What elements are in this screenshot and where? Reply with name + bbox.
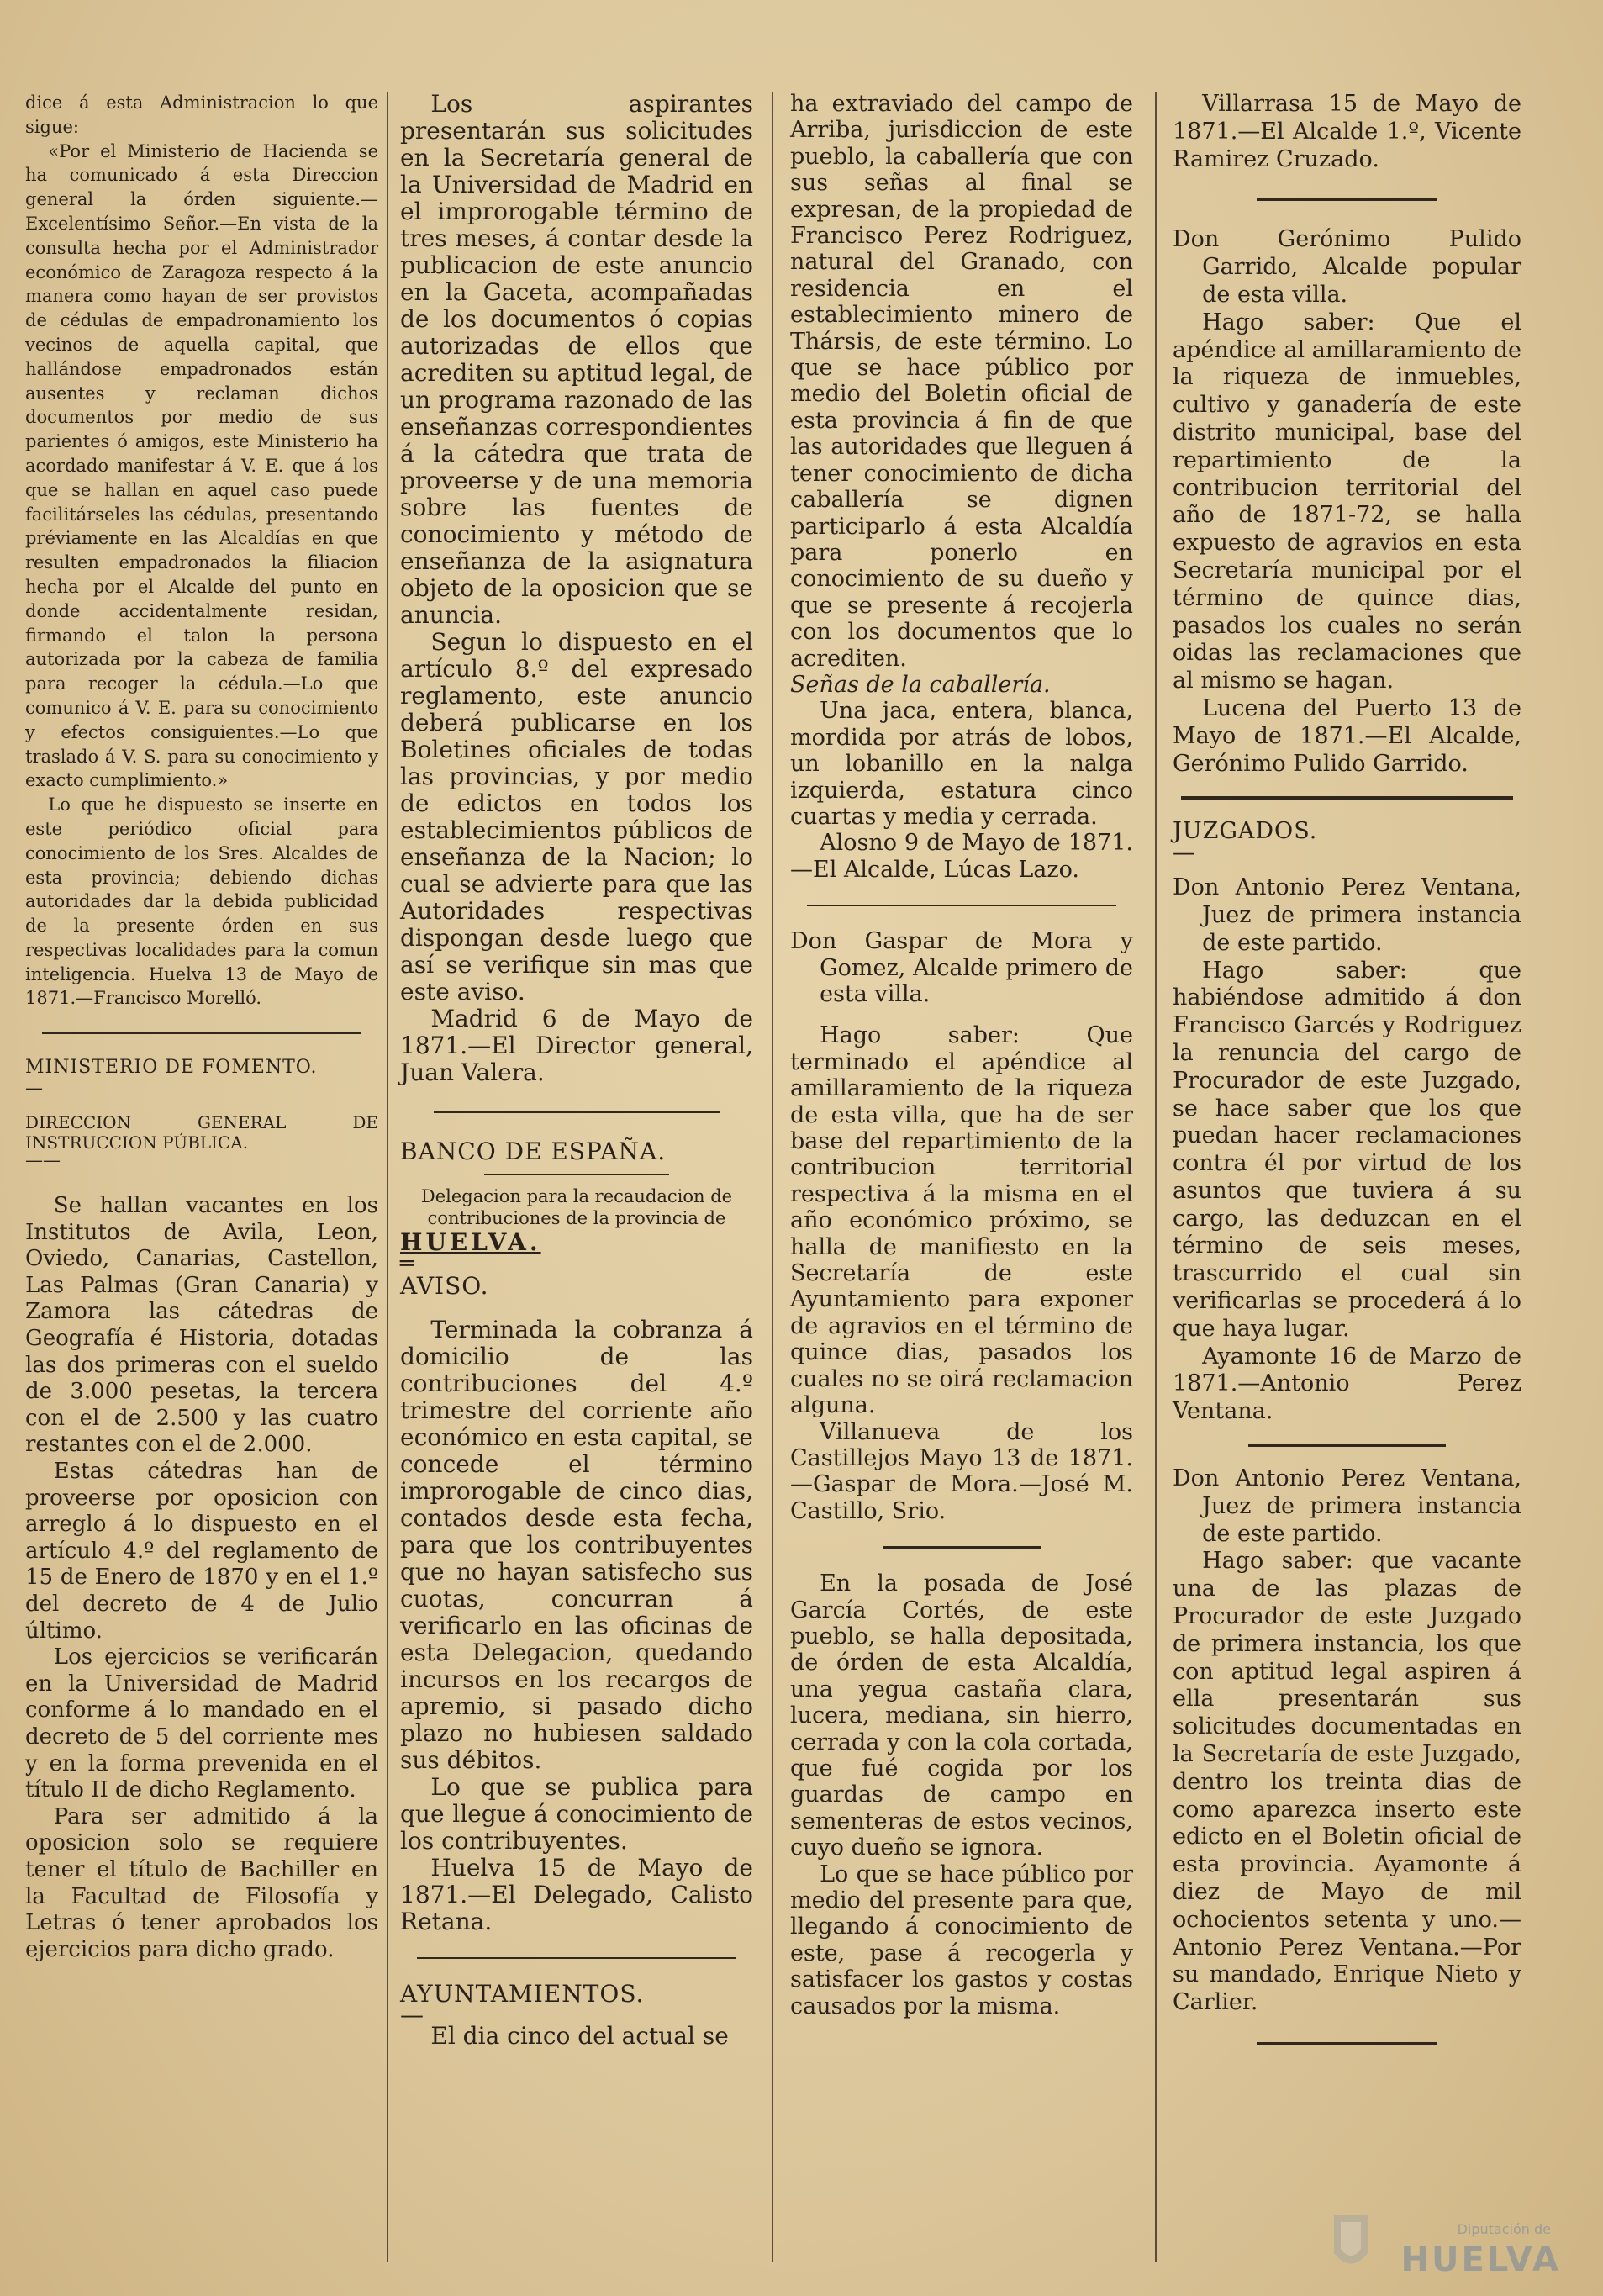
paragraph: En la posada de José García Cortés, de este pueblo, se halla depositada, de órden de esta Alcaldía, una yegua castaña clara, lucera, mediana, sin hierro, cerrada y con la cola cortada, que fué cogida por los guardas de campo en sementeras de estos vecinos, cuyo dueño se ignora. (790, 1570, 1133, 1861)
paragraph: Lo que se publica para que llegue á conocimiento de los contribuyentes. (400, 1773, 753, 1855)
place-heading: HUELVA. (400, 1228, 541, 1256)
paragraph: Terminada la cobranza á domicilio de las contribuciones del 4.º trimestre del corriente año económico en esta capital, se concede el término improrogable de cinco dias, contados desde esta fecha, para que los contribuyentes que no hayan satisfecho sus cuotas, concurran á verificarlo en las oficinas de esta Delegacion, quedando incursos en los recargos de apremio, si pasado dicho plazo no hubiesen saldado sus débitos. (400, 1316, 753, 1774)
paragraph: Lucena del Puerto 13 de Mayo de 1871.—El Alcalde, Gerónimo Pulido Garrido. (1173, 694, 1521, 777)
paragraph: Hago saber: que vacante una de las plazas de Procurador de este Juzgado de primera instancia, los que con aptitud legal aspiren á ella presentarán sus solicitudes documentadas en la Secretaría de este Juzgado, dentro los treinta dias de como aparezca inserto este edicto en el Boletin oficial de esta provincia. Ayamonte á diez de Mayo de mil ochocientos setenta y uno.—Antonio Perez Ventana.—Por su mandado, Enrique Nieto y Carlier. (1173, 1548, 1521, 2016)
column-4 (1173, 91, 1521, 2271)
paragraph: Huelva 15 de Mayo de 1871.—El Delegado, Calisto Retana. (400, 1854, 753, 1935)
divider (1248, 1444, 1446, 1447)
divider (42, 1032, 361, 1034)
divider (1257, 198, 1437, 201)
paragraph: Hago saber: Que el apéndice al amillaramiento de la riqueza de inmuebles, cultivo y ganadería de este distrito municipal, base del repartimiento de la contribucion territorial del año de 1871-72, se halla expuesto de agravios en esta Secretaría municipal por el término de quince dias, pasados los cuales no serán oidas las reclamaciones que al mismo se hagan. (1173, 309, 1521, 694)
paragraph: Para ser admitido á la oposicion solo se requiere tener el título de Bachiller en la Facultad de Filosofía y Letras ó tener aprobados los ejercicios para dicho grado. (25, 1803, 378, 1962)
vacancy-notice (25, 1193, 378, 1963)
paragraph: Ayamonte 16 de Marzo de 1871.—Antonio Perez Ventana. (1173, 1343, 1521, 1425)
paragraph: Segun lo dispuesto en el artículo 8.º del expresado reglamento, este anuncio deberá publicarse en los Boletines oficiales de todas las provincias, y por medio de edictos en todos los establecimientos públicos de enseñanza de la Nacion; lo cual se advierte para que las Autoridades respectivas dispongan desde luego que así se verifique sin mas que este aviso. (400, 628, 753, 1005)
paragraph: Don Antonio Perez Ventana, Juez de primera instancia de este partido. (1173, 1465, 1521, 1547)
watermark-title: HUELVA (1400, 2241, 1561, 2279)
dash: ═ (400, 1249, 414, 1277)
paragraph: Don Gaspar de Mora y Gomez, Alcalde primero de esta villa. (790, 928, 1133, 1007)
section-heading: AVISO. (400, 1272, 489, 1300)
divider (417, 1957, 736, 1959)
paragraph: Don Gerónimo Pulido Garrido, Alcalde popular de esta villa. (1173, 226, 1521, 308)
paragraph: Lo que he dispuesto se inserte en este periódico oficial para conocimiento de los Sres. Alcaldes de esta provincia; debiendo dichas autoridades dar la debida publicidad de la presente órden en sus respectivas localidades para la comun inteligencia. Huelva 13 de Mayo de 1871.—Francisco Morelló. (25, 794, 378, 1009)
section-heading: BANCO DE ESPAÑA. (400, 1137, 667, 1165)
dash: — (400, 2001, 424, 2029)
paragraph: Alosno 9 de Mayo de 1871.—El Alcalde, Lúcas Lazo. (790, 830, 1133, 883)
paragraph: Hago saber: Que terminado el apéndice al amillaramiento de la riqueza de esta villa, que ha de ser base del repartimiento de la contribucion territorial respectiva á la misma en el año económico próximo, se halla de manifiesto en la Secretaría de este Ayuntamiento para exponer de agravios en el término de quince dias, pasados los cuales no se oirá reclamacion alguna. (790, 1022, 1133, 1419)
divider (434, 1111, 720, 1113)
paragraph: Lo que se hace público por medio del presente para que, llegando á conocimiento de este, pase á recogerla y satisfacer los gastos y costas causados por la misma. (790, 1861, 1133, 2019)
paragraph: Se hallan vacantes en los Institutos de Avila, Leon, Oviedo, Canarias, Castellon, Las Palmas (Gran Canaria) y Zamora las cátedras de Geografía é Historia, dotadas las dos primeras con el sueldo de 3.000 pesetas, la tercera con el de 2.500 y las cuatro restantes con el de 2.000. (25, 1193, 378, 1458)
sub-heading: DIRECCION GENERAL DE INSTRUCCION PÚBLICA. (25, 1112, 378, 1153)
column-rule (387, 92, 388, 2262)
paragraph: Villarrasa 15 de Mayo de 1871.—El Alcalde 1.º, Vicente Ramirez Cruzado. (1173, 91, 1521, 172)
paragraph: dice á esta Administracion lo que sigue: (25, 92, 378, 137)
paragraph: El dia cinco del actual se (430, 2022, 729, 2050)
paragraph: Hago saber: que habiéndose admitido á don Francisco Garcés y Rodriguez la renuncia del cargo de Procurador de este Juzgado, se hace saber que los que puedan hacer reclamaciones contra él por virtud de los asuntos que tuviera á su cargo, las deduzcan en el término de seis meses, trascurrido el cual sin verificarlas se procederá á lo que haya lugar. (1173, 957, 1521, 1342)
column-1 (25, 91, 378, 2271)
paragraph: Los ejercicios se verificarán en la Universidad de Madrid conforme á lo mandado en el decreto de 5 del corriente mes y en la forma prevenida en el título II de dicho Reglamento. (25, 1644, 378, 1803)
sub-heading: Señas de la caballería. (790, 671, 1051, 698)
divider (1181, 796, 1513, 800)
divider (1257, 2042, 1437, 2045)
paragraph: Villanueva de los Castillejos Mayo 13 de 1871.—Gaspar de Mora.—José M. Castillo, Srio. (790, 1418, 1133, 1524)
column-3 (790, 91, 1133, 2271)
paragraph: «Por el Ministerio de Hacienda se ha comunicado á esta Direccion general la órden siguiente.—Excelentísimo Señor.—En vista de la consulta hecha por el Administrador económico de Zaragoza respecto á la manera como hayan de ser provistos de cédulas de empadronamiento los vecinos de aquella capital, que hallándose empadronados están ausentes y reclaman dichos documentos por medio de sus parientes ó amigos, este Ministerio ha acordado manifestar á V. E. que á los que se hallan en aquel caso puede facilitárseles las cédulas, presentando préviamente en las Alcaldías en que resulten empadronados la filiacion hecha por el Alcalde del punto en donde accidentalmente residan, firmando el talon la persona autorizada por la cabeza de familia para recoger la cédula.—Lo que comunico á V. E. para su conocimiento y efectos consiguientes.—Lo que traslado á V. S. para su conocimiento y exacto cumplimiento.» (25, 140, 378, 791)
paragraph: Don Antonio Perez Ventana, Juez de primera instancia de este partido. (1173, 874, 1521, 956)
divider (484, 1174, 669, 1175)
dash: —— (25, 1150, 61, 1171)
section-heading: AYUNTAMIENTOS. (400, 1980, 645, 2008)
column-2 (400, 91, 753, 2271)
divider (883, 1546, 1041, 1549)
section-heading: JUZGADOS. (1173, 818, 1318, 845)
paragraph: Una jaca, entera, blanca, mordida por atrás de lobos, un lobanillo en la nalga izquierda, estatura cinco cuartas y media y cerrada. (790, 698, 1133, 830)
paragraph: ha extraviado del campo de Arriba, jurisdiccion de este pueblo, la caballería que con sus señas al final se expresan, de la propiedad de Francisco Perez Rodriguez, natural del Granado, con residencia en el establecimiento minero de Thársis, de este término. Lo que se hace público por medio del Boletin oficial de esta provincia á fin de que las autoridades que lleguen á tener conocimiento de dicha caballería se dignen participarlo á esta Alcaldía para ponerlo en conocimiento de su dueño y que se presente á recojerla con los documentos que lo acrediten. (790, 91, 1133, 672)
paragraph: Los aspirantes presentarán sus solicitudes en la Secretaría general de la Universidad de Madrid en el improrogable término de tres meses, á contar desde la publicacion de este anuncio en la Gaceta, acompañadas de los documentos ó copias autorizadas de ellos que acrediten su aptitud legal, de un programa razonado de las enseñanzas correspondientes á la cátedra que trata de proveerse y de una memoria sobre las fuentes de conocimiento y método de enseñanza de la asignatura objeto de la oposicion que se anuncia. (400, 90, 753, 629)
paragraph: Estas cátedras han de proveerse por oposicion con arreglo á lo dispuesto en el artículo 4.º del reglamento de 15 de Enero de 1870 y en el 1.º del decreto de 4 de Julio último. (25, 1459, 378, 1644)
paragraph: Madrid 6 de Mayo de 1871.—El Director general, Juan Valera. (400, 1005, 753, 1086)
column-rule (1155, 92, 1157, 2262)
dash: — (25, 1078, 43, 1099)
column-rule (772, 92, 773, 2262)
dash: — (1173, 840, 1195, 867)
watermark-label: Diputación de (1457, 2221, 1551, 2237)
sub-heading: Delegacion para la recaudacion de contribuciones de la provincia de (420, 1186, 733, 1228)
section-heading: MINISTERIO DE FOMENTO. (25, 1057, 318, 1079)
divider (807, 905, 1116, 906)
